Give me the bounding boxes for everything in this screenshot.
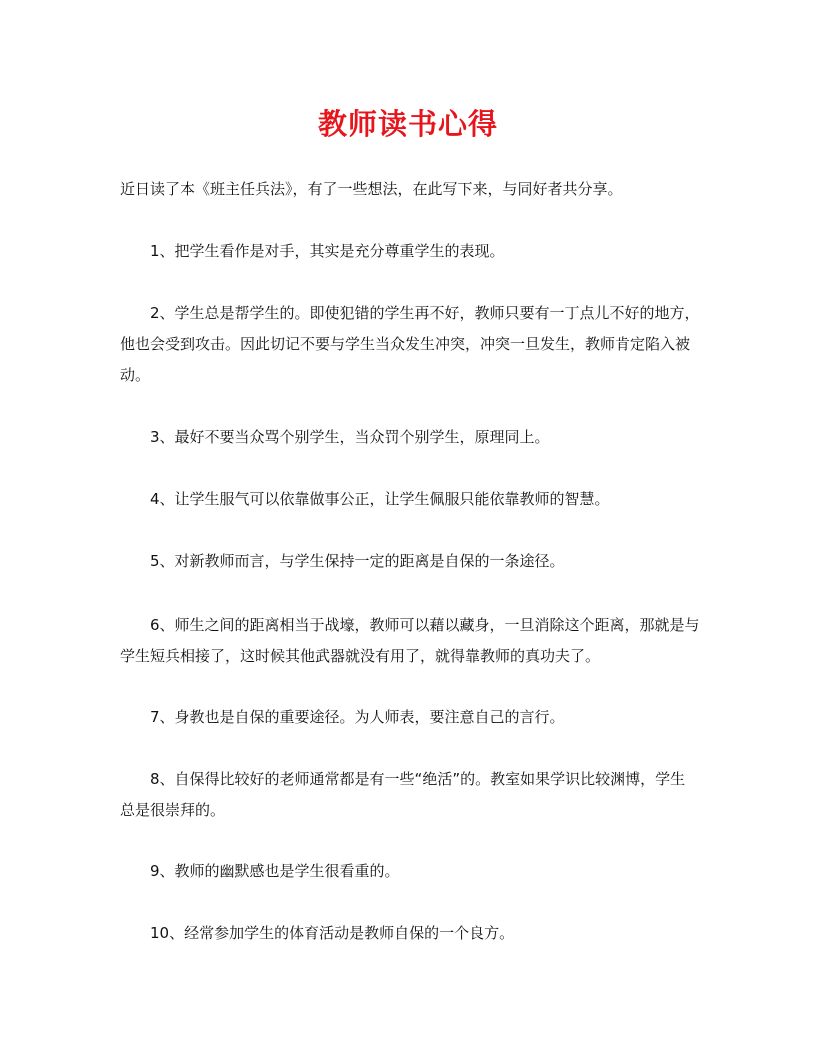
paragraph-8: 8、自保得比较好的老师通常都是有一些“绝活”的。教室如果学识比较渊博，学生总是很崇拜的。 bbox=[120, 770, 686, 819]
paragraph-6: 6、师生之间的距离相当于战壕，教师可以藉以藏身，一旦消除这个距离，那就是与学生短兵相接了，这时候其他武器就没有用了，就得靠教师的真功夫了。 bbox=[120, 616, 700, 665]
paragraph-7: 7、身教也是自保的重要途径。为人师表，要注意自己的言行。 bbox=[150, 708, 565, 726]
page-title: 教师读书心得 bbox=[317, 107, 498, 141]
intro-paragraph: 近日读了本《班主任兵法》，有了一些想法，在此写下来，与同好者共分享。 bbox=[120, 180, 623, 198]
paragraph-2: 2、学生总是帮学生的。即使犯错的学生再不好，教师只要有一丁点儿不好的地方，他也会受到攻击。因此切记不要与学生当众发生冲突，冲突一旦发生，教师肯定陷入被动。 bbox=[120, 304, 700, 384]
paragraph-1: 1、把学生看作是对手，其实是充分尊重学生的表现。 bbox=[150, 242, 505, 260]
paragraph-4: 4、让学生服气可以依靠做事公正，让学生佩服只能依靠教师的智慧。 bbox=[150, 490, 610, 508]
paragraph-5: 5、对新教师而言，与学生保持一定的距离是自保的一条途径。 bbox=[150, 552, 565, 570]
paragraph-3: 3、最好不要当众骂个别学生，当众罚个别学生，原理同上。 bbox=[150, 428, 550, 446]
paragraph-9: 9、教师的幽默感也是学生很看重的。 bbox=[150, 862, 400, 880]
paragraph-10: 10、经常参加学生的体育活动是教师自保的一个良方。 bbox=[150, 924, 515, 942]
